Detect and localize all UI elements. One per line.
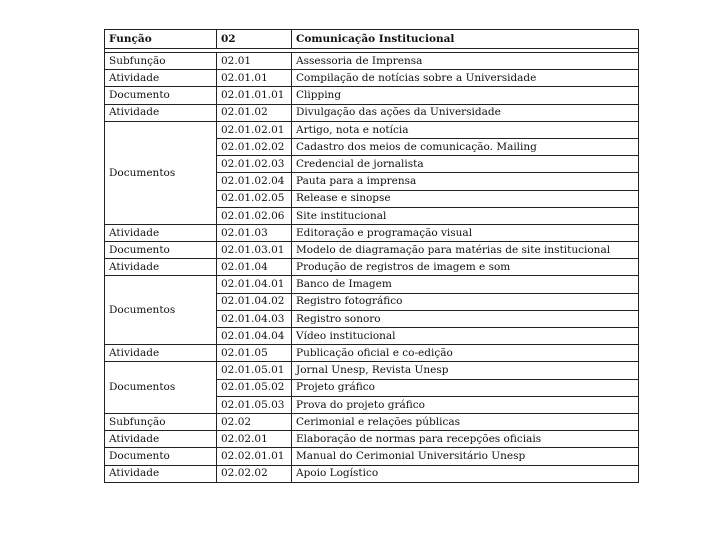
row-type-group: Documentos: [105, 362, 217, 414]
row-type: Atividade: [105, 70, 217, 87]
table-row: [105, 448, 639, 465]
row-type-group: Documentos: [105, 276, 217, 345]
row-description: Editoração e programação visual: [292, 224, 639, 241]
row-description: Publicação oficial e co-edição: [292, 345, 639, 362]
row-description: Site institucional: [292, 207, 639, 224]
row-code: 02.02.01.01: [217, 448, 292, 465]
row-description: Divulgação das ações da Universidade: [292, 104, 639, 121]
row-code: 02.01.02.02: [217, 138, 292, 155]
row-code: 02.01.02.01: [217, 121, 292, 138]
table-row: [105, 259, 639, 276]
row-description: Release e sinopse: [292, 190, 639, 207]
table-row: [105, 276, 639, 293]
row-type: Atividade: [105, 431, 217, 448]
table-row: [105, 362, 639, 379]
header-description: Comunicação Institucional: [292, 30, 639, 49]
row-type: Atividade: [105, 224, 217, 241]
table-row: [105, 104, 639, 121]
row-description: Vídeo institucional: [292, 328, 639, 345]
row-description: Compilação de notícias sobre a Universidade: [292, 70, 639, 87]
table-row: [105, 465, 639, 482]
row-type: Subfunção: [105, 413, 217, 430]
table-header-row: [105, 30, 639, 49]
row-description: Jornal Unesp, Revista Unesp: [292, 362, 639, 379]
row-code: 02.01.04.03: [217, 310, 292, 327]
table-row: [105, 121, 639, 138]
row-code: 02.01.04.04: [217, 328, 292, 345]
row-type: Atividade: [105, 465, 217, 482]
row-code: 02.01.05: [217, 345, 292, 362]
row-code: 02.01.03: [217, 224, 292, 241]
table-row: [105, 413, 639, 430]
row-code: 02.01: [217, 53, 292, 70]
table-row: [105, 53, 639, 70]
row-code: 02.01.02: [217, 104, 292, 121]
row-code: 02.02.01: [217, 431, 292, 448]
row-code: 02.01.02.05: [217, 190, 292, 207]
row-code: 02.01.01: [217, 70, 292, 87]
row-code: 02.01.05.01: [217, 362, 292, 379]
row-description: Modelo de diagramação para matérias de site institucional: [292, 242, 639, 259]
table-row: [105, 242, 639, 259]
header-code: 02: [217, 30, 292, 49]
row-type: Atividade: [105, 104, 217, 121]
row-code: 02.01.05.02: [217, 379, 292, 396]
row-code: 02.02.02: [217, 465, 292, 482]
row-code: 02.02: [217, 413, 292, 430]
table-row: [105, 345, 639, 362]
classification-table: [104, 29, 639, 483]
row-description: Cerimonial e relações públicas: [292, 413, 639, 430]
row-description: Registro sonoro: [292, 310, 639, 327]
row-description: Prova do projeto gráfico: [292, 396, 639, 413]
row-description: Pauta para a imprensa: [292, 173, 639, 190]
row-description: Registro fotográfico: [292, 293, 639, 310]
row-description: Credencial de jornalista: [292, 156, 639, 173]
row-description: Elaboração de normas para recepções oficiais: [292, 431, 639, 448]
row-description: Assessoria de Imprensa: [292, 53, 639, 70]
row-type: Documento: [105, 87, 217, 104]
row-description: Artigo, nota e notícia: [292, 121, 639, 138]
row-description: Banco de Imagem: [292, 276, 639, 293]
row-type: Documento: [105, 242, 217, 259]
header-funcao-label: Função: [105, 30, 217, 49]
row-description: Produção de registros de imagem e som: [292, 259, 639, 276]
row-code: 02.01.01.01: [217, 87, 292, 104]
row-description: Apoio Logístico: [292, 465, 639, 482]
row-type-group: Documentos: [105, 121, 217, 224]
row-code: 02.01.03.01: [217, 242, 292, 259]
row-code: 02.01.02.04: [217, 173, 292, 190]
row-code: 02.01.04.01: [217, 276, 292, 293]
row-code: 02.01.02.03: [217, 156, 292, 173]
table-row: [105, 70, 639, 87]
row-type: Atividade: [105, 259, 217, 276]
row-description: Clipping: [292, 87, 639, 104]
table-row: [105, 87, 639, 104]
row-code: 02.01.05.03: [217, 396, 292, 413]
row-description: Manual do Cerimonial Universitário Unesp: [292, 448, 639, 465]
row-type: Subfunção: [105, 53, 217, 70]
row-type: Documento: [105, 448, 217, 465]
table-row: [105, 224, 639, 241]
row-type: Atividade: [105, 345, 217, 362]
row-code: 02.01.02.06: [217, 207, 292, 224]
table-row: [105, 431, 639, 448]
row-code: 02.01.04: [217, 259, 292, 276]
row-description: Projeto gráfico: [292, 379, 639, 396]
row-description: Cadastro dos meios de comunicação. Mailing: [292, 138, 639, 155]
row-code: 02.01.04.02: [217, 293, 292, 310]
